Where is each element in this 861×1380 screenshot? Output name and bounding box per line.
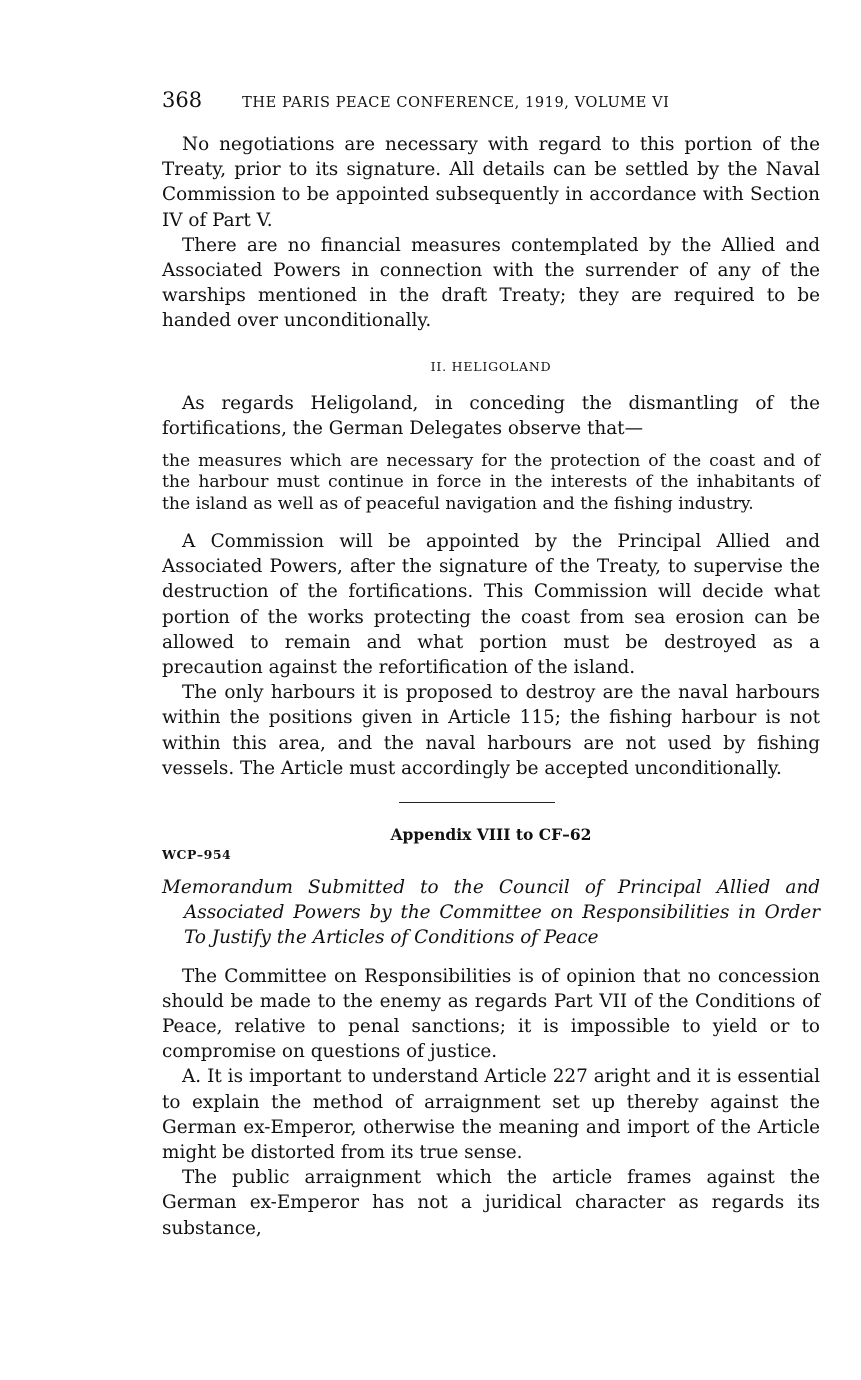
section-heading-heligoland: II. HELIGOLAND	[430, 358, 552, 374]
memorandum-title: Memorandum Submitted to the Council of Principal Allied and Associated Powers by the Committee on Responsibilities in Order To Justify the Articles of Conditions of Peace	[162, 876, 820, 949]
paragraph-commission: A Commission will be appointed by the Principal Allied and Associated Powers, after the signature of the Treaty, to supervise the destruction of the fortifications. This Commission will decide what portion of the works protecting the coast from sea erosion can be allowed to remain and what portion must be destroyed as a precaution against the refortification of the island.	[162, 530, 820, 678]
paragraph-heligoland-intro: As regards Heligoland, in conceding the dismantling of the fortifications, the German Delegates observe that—	[162, 392, 820, 439]
paragraph-financial-measures: There are no financial measures contemplated by the Allied and Associated Powers in connection with the surrender of any of the warships mentioned in the draft Treaty; they are required to be handed over unconditionally.	[162, 234, 820, 332]
document-id: WCP–954	[162, 846, 232, 862]
document-page	[162, 88, 820, 1241]
paragraph-naval-negotiations: No negotiations are necessary with regard to this portion of the Treaty, prior to its signature. All details can be settled by the Naval Commission to be appointed subsequently in accordance with Section IV of Part V.	[162, 134, 820, 231]
running-title: THE PARIS PEACE CONFERENCE, 1919, VOLUME VI	[242, 95, 670, 111]
paragraph-article-227: A. It is important to understand Article 227 aright and it is essential to explain the method of arraignment set up thereby against the German ex-Emperor, otherwise the meaning and import of the Article might be distorted from its true sense.	[162, 1066, 820, 1163]
paragraph-committee-opinion: The Committee on Responsibilities is of opinion that no concession should be made to the enemy as regards Part VII of the Conditions of Peace, relative to penal sanctions; it is impossible to yield or to compromise on questions of justice.	[162, 965, 820, 1063]
appendix-title: Appendix VIII to CF–62	[390, 824, 592, 844]
block-quote-german-delegates: the measures which are necessary for the protection of the coast and of the harbour must continue in force in the interests of the inhabitants of the island as well as of peaceful navigation and the fishing industry.	[162, 451, 820, 514]
page-number: 368	[162, 88, 203, 112]
paragraph-public-arraignment: The public arraignment which the article frames against the German ex-Emperor has not a juridical character as regards its substance,	[162, 1167, 820, 1239]
paragraph-harbours: The only harbours it is proposed to destroy are the naval harbours within the positions given in Article 115; the fishing harbour is not within this area, and the naval harbours are not used by fishing vessels. The Article must accordingly be accepted unconditionally.	[162, 682, 820, 779]
running-head	[162, 88, 820, 116]
